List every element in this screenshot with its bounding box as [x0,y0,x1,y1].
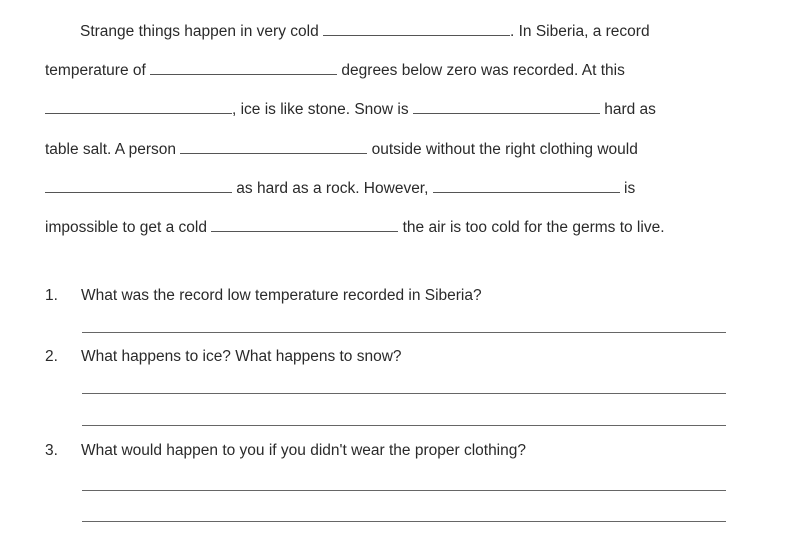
paragraph-text: outside without the right clothing would [367,141,638,158]
paragraph-line-5 [45,178,635,199]
paragraph-text: temperature of [45,62,151,79]
paragraph-text: degrees below zero was recorded. At this [337,62,625,79]
paragraph-text: table salt. A person [45,141,181,158]
answer-line[interactable] [82,521,726,522]
paragraph-line-2 [45,60,625,81]
paragraph-text: Strange things happen in very cold [80,23,323,40]
answer-line[interactable] [82,332,726,333]
paragraph-line-1 [80,21,650,42]
question-text: What happens to ice? What happens to snow? [81,348,402,365]
paragraph-text: the air is too cold for the germs to live. [398,219,665,236]
paragraph-text: . In Siberia, a record [510,23,650,40]
paragraph-text: hard as [599,101,656,118]
paragraph-text: as hard as a rock. However, [232,180,433,197]
answer-line[interactable] [82,490,726,491]
blank-3[interactable] [45,99,232,114]
paragraph-text: is [619,180,636,197]
blank-8[interactable] [211,217,398,232]
question-text: What would happen to you if you didn't wear the proper clothing? [81,442,526,459]
paragraph-text: impossible to get a cold [45,219,212,236]
blank-7[interactable] [433,178,620,193]
question-number: 2. [45,348,58,365]
paragraph-line-3 [45,99,656,120]
question-number: 1. [45,287,58,304]
blank-5[interactable] [180,139,367,154]
blank-2[interactable] [150,60,337,75]
answer-line[interactable] [82,425,726,426]
paragraph-line-6 [45,217,665,238]
answer-line[interactable] [82,393,726,394]
paragraph-line-4 [45,139,638,160]
blank-4[interactable] [413,99,600,114]
blank-1[interactable] [323,21,510,36]
paragraph-text: , ice is like stone. Snow is [232,101,413,118]
blank-6[interactable] [45,178,232,193]
question-text: What was the record low temperature recorded in Siberia? [81,287,482,304]
question-number: 3. [45,442,58,459]
